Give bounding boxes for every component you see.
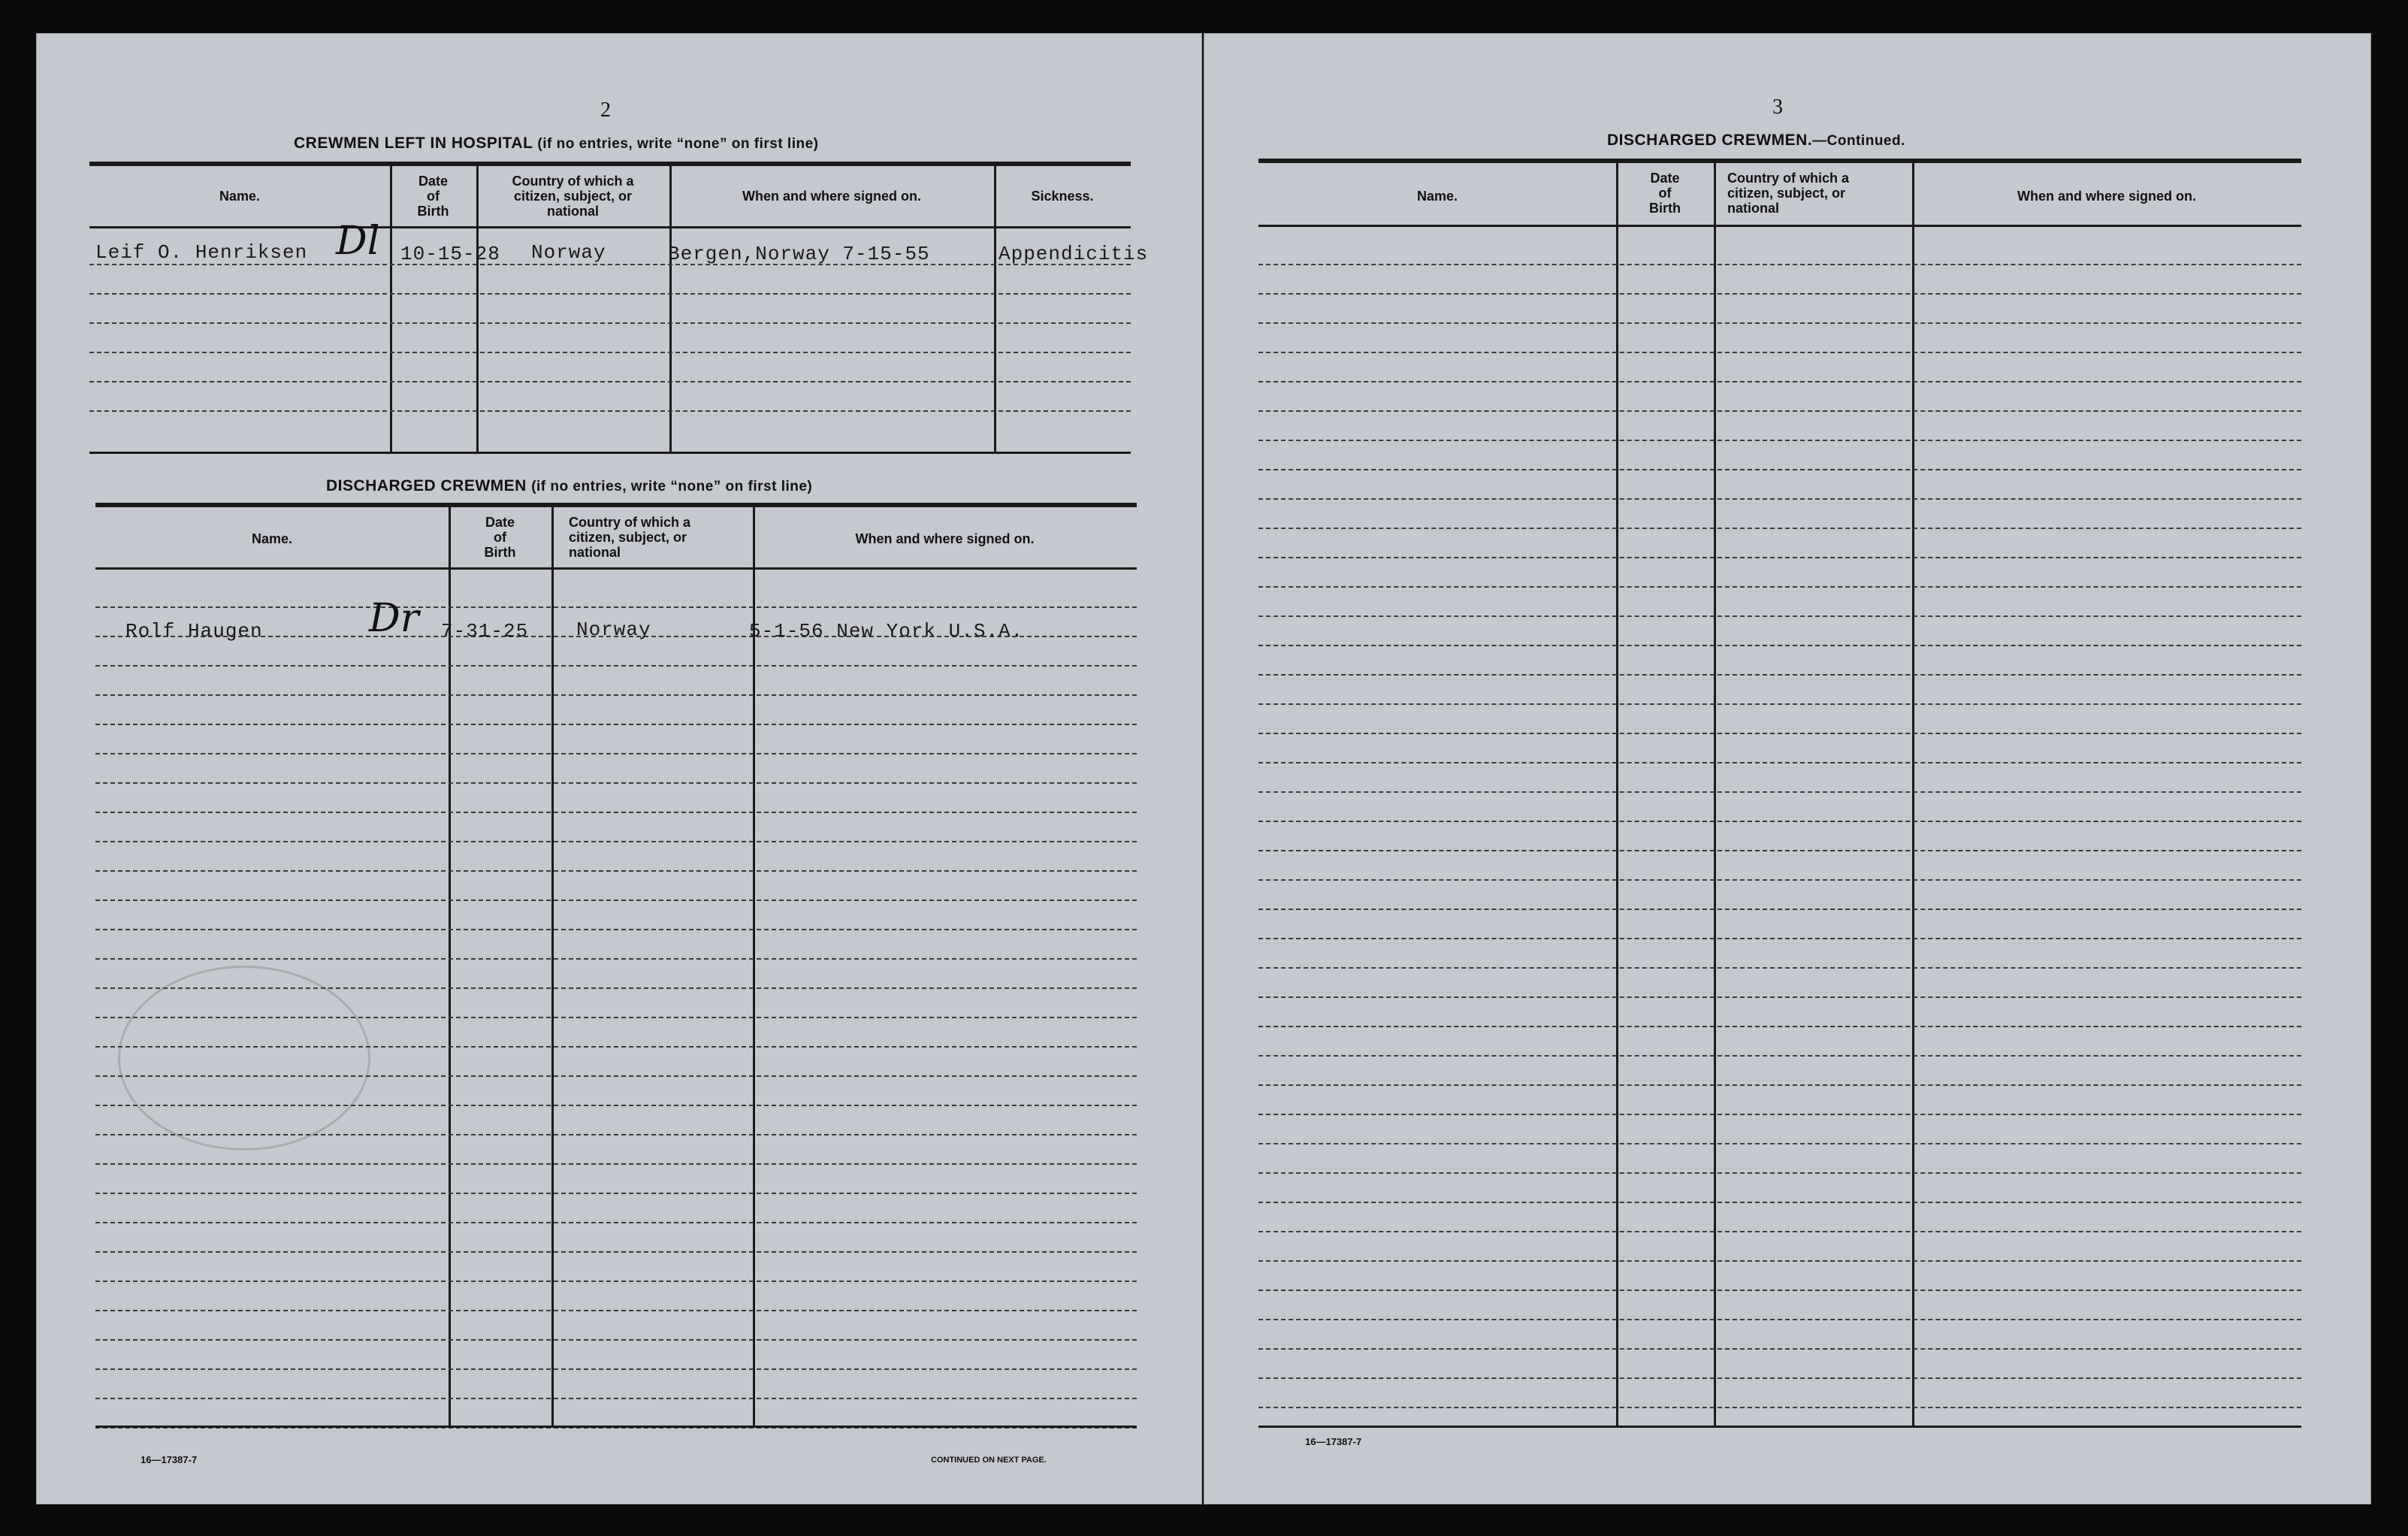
discharged-header-country: Country of which a citizen, subject, or national (569, 515, 690, 560)
hospital-header-country: Country of which a citizen, subject, or national (512, 174, 634, 219)
table-row (89, 322, 1131, 324)
table-row (95, 870, 1137, 872)
table-row (1258, 967, 2301, 969)
table-row (1258, 1172, 2301, 1174)
table-row (1258, 821, 2301, 822)
discharged-header-name: Name. (251, 531, 293, 546)
discharged-continued-title (1607, 132, 1905, 150)
hospital-entry-name: Leif O. Henriksen (95, 241, 308, 264)
continued-rows (1258, 264, 2301, 1436)
table-row (1258, 1026, 2301, 1027)
discharged-entry-initials: Dr (369, 596, 419, 641)
table-row (95, 724, 1137, 725)
discharged-top-rule (95, 503, 1137, 507)
table-row (95, 1310, 1137, 1311)
hospital-entry-sickness: Appendicitis (999, 243, 1149, 265)
table-row (1258, 938, 2301, 939)
table-row (1258, 615, 2301, 617)
table-row (1258, 557, 2301, 558)
page-number-2: 2 (600, 98, 611, 122)
hospital-header-rule (89, 226, 1131, 228)
table-row (95, 1281, 1137, 1282)
continued-header-name: Name. (1416, 189, 1458, 204)
table-row (1258, 1114, 2301, 1115)
discharged-entry-name: Rolf Haugen (125, 620, 263, 643)
table-row (1258, 850, 2301, 851)
right-form-number: 16—17387-7 (1305, 1436, 1362, 1447)
hospital-rows (89, 264, 1131, 440)
discharged-title-note: (if no entries, write “none” on first line) (531, 479, 813, 494)
table-row (95, 900, 1137, 901)
discharged-continued-table (1258, 159, 2301, 1466)
discharged-header-signed: When and where signed on. (855, 531, 1035, 546)
continued-header-dob: Date of Birth (1649, 171, 1681, 216)
discharged-bottom-rule (95, 1426, 1137, 1428)
table-row (1258, 498, 2301, 500)
continued-note: CONTINUED ON NEXT PAGE. (931, 1456, 1047, 1465)
table-row (95, 753, 1137, 754)
table-row (1258, 703, 2301, 705)
right-page (1204, 33, 2371, 1504)
table-row (95, 1368, 1137, 1370)
table-row (1258, 1143, 2301, 1144)
hospital-title-note: (if no entries, write “none” on first line) (537, 136, 819, 152)
table-row (95, 694, 1137, 696)
table-row (95, 1163, 1137, 1165)
left-page (36, 33, 1202, 1504)
table-row (1258, 352, 2301, 353)
discharged-continued-text: DISCHARGED CREWMEN. (1607, 132, 1813, 149)
table-row (1258, 264, 2301, 265)
table-row (1258, 410, 2301, 412)
discharged-title-text: DISCHARGED CREWMEN (326, 477, 527, 494)
left-form-number: 16—17387-7 (140, 1454, 198, 1465)
hospital-header-sickness: Sickness. (1031, 189, 1094, 204)
table-row (1258, 1290, 2301, 1291)
table-row (1258, 909, 2301, 910)
table-row (1258, 586, 2301, 588)
hospital-entry-country: Norway (531, 241, 606, 264)
table-row (1258, 293, 2301, 295)
table-row (89, 410, 1131, 412)
table-row (1258, 762, 2301, 763)
table-row (95, 812, 1137, 813)
discharged-entry-signed: 5-1-56 New York U.S.A. (749, 620, 1024, 643)
hospital-header-name: Name. (219, 189, 261, 204)
table-row (95, 1339, 1137, 1341)
continued-top-rule (1258, 159, 2301, 163)
discharged-continued-suffix: —Continued. (1812, 133, 1905, 149)
table-row (1258, 381, 2301, 382)
table-row (89, 264, 1131, 265)
table-row (1258, 1260, 2301, 1262)
continued-header-rule (1258, 225, 2301, 227)
table-row (1258, 1377, 2301, 1379)
table-row (95, 1222, 1137, 1223)
table-row (1258, 1084, 2301, 1086)
table-row (95, 782, 1137, 784)
table-row (95, 958, 1137, 960)
table-row (1258, 1202, 2301, 1203)
table-row (95, 1193, 1137, 1194)
hospital-entry-initials: Dl (336, 219, 380, 264)
table-row (95, 841, 1137, 842)
table-row (95, 1251, 1137, 1253)
hospital-entry-dob: 10-15-28 (400, 243, 500, 265)
table-row (1258, 674, 2301, 676)
table-row (95, 929, 1137, 930)
table-row (1258, 528, 2301, 529)
table-row (1258, 791, 2301, 793)
hospital-header-dob: Date of Birth (417, 174, 449, 219)
discharged-section-title (326, 477, 812, 495)
hospital-header-signed: When and where signed on. (742, 189, 922, 204)
table-row (95, 1398, 1137, 1399)
table-row (1258, 1348, 2301, 1350)
table-row (1258, 322, 2301, 324)
table-row (1258, 733, 2301, 734)
discharged-entry-dob: 7-31-25 (441, 620, 529, 643)
continued-header-signed: When and where signed on. (2017, 189, 2197, 204)
table-row (1258, 440, 2301, 441)
table-row (1258, 645, 2301, 646)
discharged-header-dob: Date of Birth (484, 515, 516, 560)
discharged-header-rule (95, 567, 1137, 570)
discharged-entry-country: Norway (576, 618, 651, 641)
continued-bottom-rule (1258, 1426, 2301, 1428)
table-row (89, 352, 1131, 353)
table-row (95, 665, 1137, 667)
table-row (89, 293, 1131, 295)
table-row (1258, 1407, 2301, 1408)
table-row (1258, 1055, 2301, 1057)
table-row (1258, 879, 2301, 881)
table-row (1258, 1319, 2301, 1320)
table-row (89, 381, 1131, 382)
table-row (1258, 1231, 2301, 1232)
hospital-entry-signed: Bergen,Norway 7-15-55 (668, 243, 930, 265)
table-row (1258, 469, 2301, 470)
page-number-3: 3 (1772, 95, 1783, 119)
table-row (1258, 996, 2301, 998)
faded-stamp (118, 966, 370, 1150)
hospital-bottom-rule (89, 452, 1131, 454)
hospital-section-title (294, 135, 818, 153)
hospital-top-rule (89, 162, 1131, 166)
continued-header-country: Country of which a citizen, subject, or national (1727, 171, 1849, 216)
hospital-title-text: CREWMEN LEFT IN HOSPITAL (294, 135, 533, 152)
table-row (95, 606, 1137, 608)
hospital-table (89, 162, 1149, 489)
